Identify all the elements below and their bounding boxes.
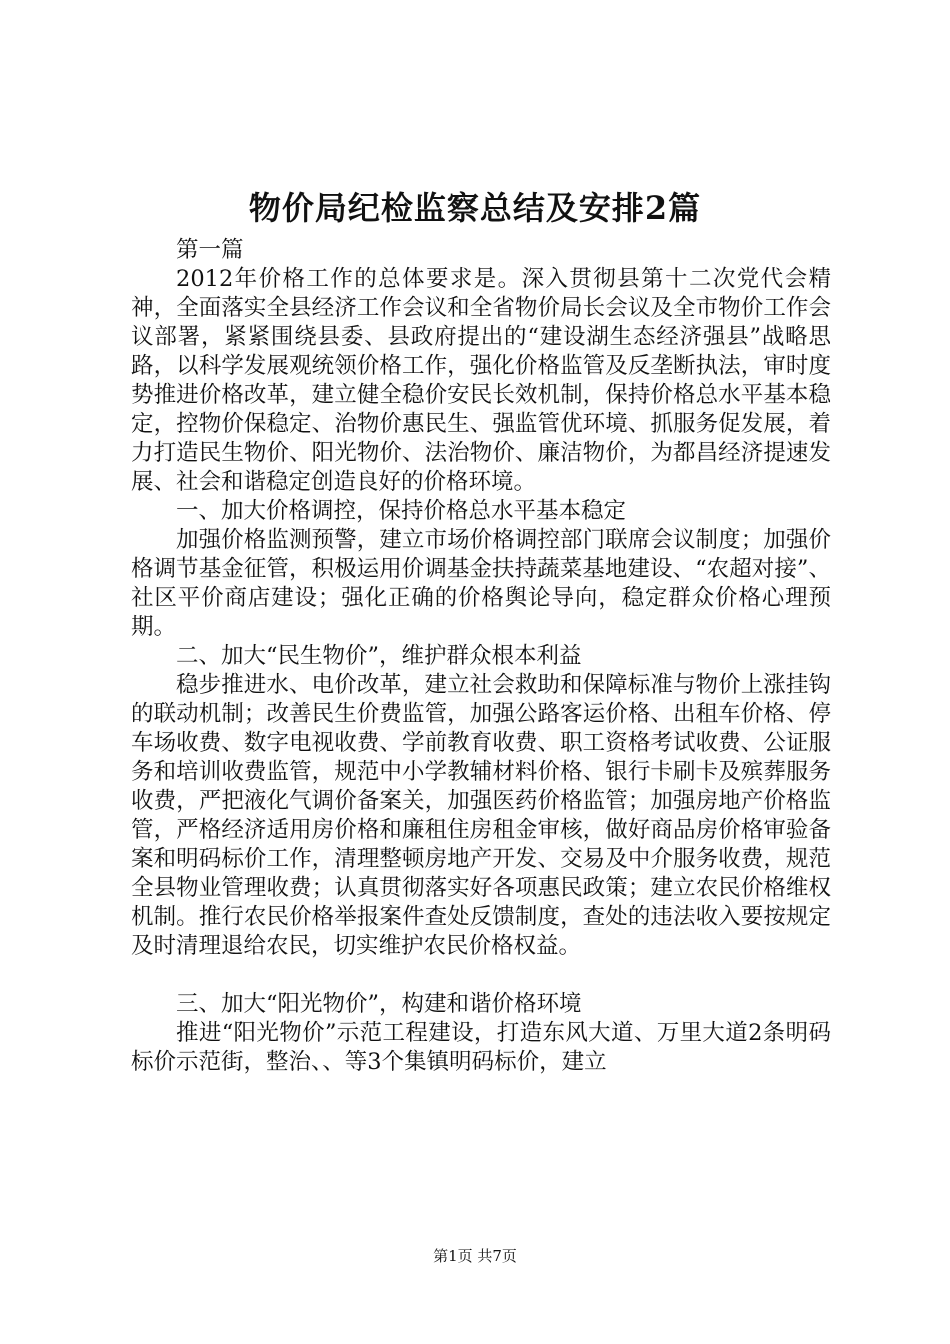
document-title: 物价局纪检监察总结及安排2篇: [248, 189, 702, 227]
heading-two: 二、加大“民生物价”，维护群众根本利益: [176, 643, 582, 669]
heading-one: 一、加大价格调控，保持价格总水平基本稳定: [176, 498, 627, 524]
document-body: [131, 236, 831, 1077]
paragraph-two: 稳步推进水、电价改革，建立社会救助和保障标准与物价上涨挂钩的联动机制；改善民生价费监管，加强公路客运价格、出租车价格、停车场收费、数字电视收费、学前教育收费、职工资格考试收费、公证服务和培训收费监管，规范中小学教辅材料价格、银行卡刷卡及殡葬服务收费，严把液化气调价备案关，加强医药价格监管；加强房地产价格监管，严格经济适用房价格和廉租住房租金审核，做好商品房价格审验备案和明码标价工作，清理整顿房地产开发、交易及中介服务收费，规范全县物业管理收费；认真贯彻落实好各项惠民政策；建立农民价格维权机制。推行农民价格举报案件查处反馈制度，查处的违法收入要按规定及时清理退给农民，切实维护农民价格权益。: [131, 672, 831, 959]
blank-line: [131, 961, 831, 990]
heading-three: 三、加大“阳光物价”，构建和谐价格环境: [176, 991, 582, 1017]
paragraph-three: 推进“阳光物价”示范工程建设，打造东风大道、万里大道2条明码标价示范街，整治、、等3个集镇明码标价，建立: [131, 1020, 831, 1075]
intro-paragraph: 2012年价格工作的总体要求是。深入贯彻县第十二次党代会精神，全面落实全县经济工作会议和全省物价局长会议及全市物价工作会议部署，紧紧围绕县委、县政府提出的“建设湖生态经济强县”战略思路，以科学发展观统领价格工作，强化价格监管及反垄断执法，审时度势推进价格改革，建立健全稳价安民长效机制，保持价格总水平基本稳定，控物价保稳定、治物价惠民生、强监管优环境、抓服务促发展，着力打造民生物价、阳光物价、法治物价、廉洁物价，为都昌经济提速发展、社会和谐稳定创造良好的价格环境。: [131, 266, 831, 495]
page-footer: 第1页 共7页: [433, 1247, 517, 1265]
section-label: 第一篇: [176, 237, 244, 263]
paragraph-one: 加强价格监测预警，建立市场价格调控部门联席会议制度；加强价格调节基金征管，积极运用价调基金扶持蔬菜基地建设、“农超对接”、社区平价商店建设；强化正确的价格舆论导向，稳定群众价格心理预期。: [131, 527, 831, 640]
